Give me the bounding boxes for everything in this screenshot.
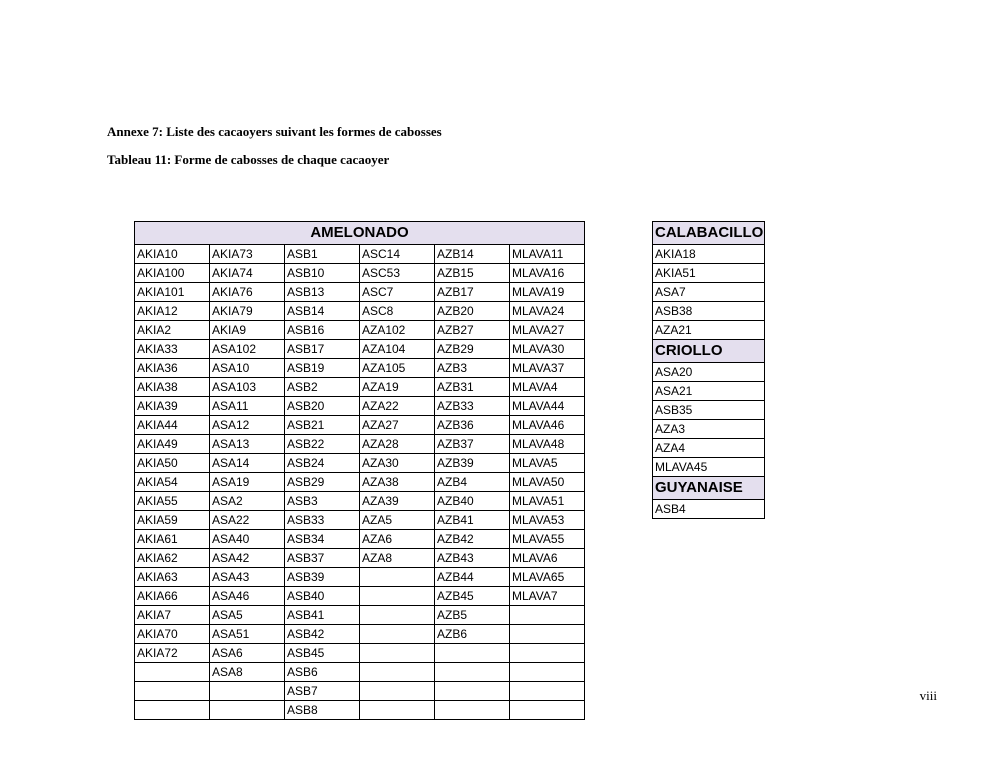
- table-cell: [210, 682, 285, 701]
- table-cell: AZB17: [435, 283, 510, 302]
- table-cell: AKIA76: [210, 283, 285, 302]
- table-cell: AKIA100: [135, 264, 210, 283]
- table-cell: AZA5: [360, 511, 435, 530]
- table-cell: AZB36: [435, 416, 510, 435]
- table-row: [135, 435, 585, 454]
- table-cell: ASB20: [285, 397, 360, 416]
- table-cell: AZB33: [435, 397, 510, 416]
- table-cell: MLAVA19: [510, 283, 585, 302]
- table-cell: AZA19: [360, 378, 435, 397]
- list-item-cell: ASB4: [653, 500, 765, 519]
- table-cell: AZB40: [435, 492, 510, 511]
- table-cell: [510, 663, 585, 682]
- table-cell: [510, 606, 585, 625]
- table-row: [135, 359, 585, 378]
- table-row: [135, 321, 585, 340]
- table-cell: ASA8: [210, 663, 285, 682]
- table-cell: AZA102: [360, 321, 435, 340]
- list-item-cell: ASA21: [653, 382, 765, 401]
- table-cell: MLAVA44: [510, 397, 585, 416]
- list-item: [653, 420, 765, 439]
- list-item: [653, 363, 765, 382]
- table-cell: MLAVA37: [510, 359, 585, 378]
- table-cell: ASA13: [210, 435, 285, 454]
- table-cell: AZA30: [360, 454, 435, 473]
- list-item: [653, 245, 765, 264]
- table-cell: MLAVA5: [510, 454, 585, 473]
- table-cell: AZB3: [435, 359, 510, 378]
- table-row: [135, 511, 585, 530]
- table-row: [135, 644, 585, 663]
- table-cell: [135, 701, 210, 720]
- amelonado-table: [134, 221, 585, 720]
- table-row: [135, 416, 585, 435]
- table-row: [135, 492, 585, 511]
- table-row: [135, 397, 585, 416]
- table-cell: AKIA54: [135, 473, 210, 492]
- table-cell: MLAVA48: [510, 435, 585, 454]
- table-cell: MLAVA16: [510, 264, 585, 283]
- table-cell: [510, 682, 585, 701]
- table-cell: AZB14: [435, 245, 510, 264]
- table-cell: ASA5: [210, 606, 285, 625]
- table-cell: ASB24: [285, 454, 360, 473]
- table-cell: AZB45: [435, 587, 510, 606]
- table-cell: ASC53: [360, 264, 435, 283]
- list-item-cell: AZA21: [653, 321, 765, 340]
- table-cell: MLAVA6: [510, 549, 585, 568]
- table-cell: AKIA79: [210, 302, 285, 321]
- table-row: [135, 302, 585, 321]
- table-cell: [210, 701, 285, 720]
- table-cell: AZA28: [360, 435, 435, 454]
- table-cell: ASB3: [285, 492, 360, 511]
- table-cell: AKIA59: [135, 511, 210, 530]
- table-cell: ASA51: [210, 625, 285, 644]
- table-row: [135, 473, 585, 492]
- table-cell: MLAVA50: [510, 473, 585, 492]
- table-cell: AKIA36: [135, 359, 210, 378]
- table-cell: AZA38: [360, 473, 435, 492]
- table-cell: AKIA10: [135, 245, 210, 264]
- table-cell: AZB39: [435, 454, 510, 473]
- list-item: [653, 439, 765, 458]
- table-row: [135, 587, 585, 606]
- table-cell: [435, 682, 510, 701]
- table-cell: AKIA70: [135, 625, 210, 644]
- list-item: [653, 321, 765, 340]
- table-row: [135, 701, 585, 720]
- table-row: [135, 283, 585, 302]
- table-cell: ASB41: [285, 606, 360, 625]
- table-cell: AKIA72: [135, 644, 210, 663]
- table-cell: AKIA66: [135, 587, 210, 606]
- table-cell: ASA102: [210, 340, 285, 359]
- table-row: [135, 682, 585, 701]
- table-cell: ASB16: [285, 321, 360, 340]
- table-cell: [360, 663, 435, 682]
- table-cell: ASB6: [285, 663, 360, 682]
- table-cell: AZB37: [435, 435, 510, 454]
- table-cell: AKIA49: [135, 435, 210, 454]
- table-row: [135, 245, 585, 264]
- table-cell: AZB20: [435, 302, 510, 321]
- list-item-cell: AKIA18: [653, 245, 765, 264]
- table-cell: AZA22: [360, 397, 435, 416]
- table-cell: ASA40: [210, 530, 285, 549]
- table-cell: AZB44: [435, 568, 510, 587]
- table-cell: [510, 625, 585, 644]
- table-cell: [360, 644, 435, 663]
- page-number: viii: [919, 688, 937, 703]
- table-cell: AZB15: [435, 264, 510, 283]
- table-cell: MLAVA51: [510, 492, 585, 511]
- list-item-cell: AKIA51: [653, 264, 765, 283]
- table-cell: ASB42: [285, 625, 360, 644]
- table-cell: MLAVA30: [510, 340, 585, 359]
- table-cell: AKIA33: [135, 340, 210, 359]
- table-cell: ASB8: [285, 701, 360, 720]
- amelonado-header-row: [135, 222, 585, 245]
- table-cell: AKIA73: [210, 245, 285, 264]
- table-cell: ASB34: [285, 530, 360, 549]
- list-item: [653, 264, 765, 283]
- table-cell: ASB19: [285, 359, 360, 378]
- amelonado-header: AMELONADO: [135, 222, 585, 245]
- table-cell: ASA2: [210, 492, 285, 511]
- table-cell: ASA10: [210, 359, 285, 378]
- table-row: [135, 606, 585, 625]
- list-item: [653, 458, 765, 477]
- list-item-cell: ASA20: [653, 363, 765, 382]
- table-row: [135, 340, 585, 359]
- table-cell: [510, 644, 585, 663]
- table-row: [135, 264, 585, 283]
- table-cell: ASB21: [285, 416, 360, 435]
- table-cell: AZB31: [435, 378, 510, 397]
- list-item: [653, 382, 765, 401]
- table-row: [135, 549, 585, 568]
- table-cell: ASB7: [285, 682, 360, 701]
- table-cell: MLAVA65: [510, 568, 585, 587]
- table-row: [135, 378, 585, 397]
- group-header: GUYANAISE: [653, 477, 765, 500]
- list-item-cell: ASA7: [653, 283, 765, 302]
- table-cell: AZA105: [360, 359, 435, 378]
- list-item-cell: MLAVA45: [653, 458, 765, 477]
- table-cell: MLAVA7: [510, 587, 585, 606]
- side-table: [652, 221, 765, 519]
- table-cell: ASB22: [285, 435, 360, 454]
- table-cell: AKIA62: [135, 549, 210, 568]
- table-cell: ASB17: [285, 340, 360, 359]
- table-row: [135, 663, 585, 682]
- table-cell: [360, 682, 435, 701]
- list-item-cell: ASB38: [653, 302, 765, 321]
- table-cell: MLAVA27: [510, 321, 585, 340]
- table-cell: AKIA39: [135, 397, 210, 416]
- side-body: [653, 222, 765, 519]
- table-cell: AKIA9: [210, 321, 285, 340]
- table-cell: ASA22: [210, 511, 285, 530]
- table-cell: AZA104: [360, 340, 435, 359]
- table-cell: ASA46: [210, 587, 285, 606]
- table-cell: [360, 568, 435, 587]
- table-cell: AKIA74: [210, 264, 285, 283]
- table-cell: MLAVA46: [510, 416, 585, 435]
- table-cell: ASA42: [210, 549, 285, 568]
- group-header-row: [653, 340, 765, 363]
- list-item-cell: ASB35: [653, 401, 765, 420]
- table-cell: AZB6: [435, 625, 510, 644]
- table-cell: ASA19: [210, 473, 285, 492]
- table-cell: AZB42: [435, 530, 510, 549]
- table-cell: AZB43: [435, 549, 510, 568]
- list-item: [653, 283, 765, 302]
- table-cell: ASB1: [285, 245, 360, 264]
- table-cell: ASB29: [285, 473, 360, 492]
- table-cell: MLAVA11: [510, 245, 585, 264]
- table-cell: AKIA61: [135, 530, 210, 549]
- table-cell: AZB41: [435, 511, 510, 530]
- table-cell: MLAVA4: [510, 378, 585, 397]
- table-cell: [360, 606, 435, 625]
- table-cell: ASA11: [210, 397, 285, 416]
- group-header-row: [653, 477, 765, 500]
- table-cell: AZB29: [435, 340, 510, 359]
- table-cell: [135, 682, 210, 701]
- table-cell: ASB39: [285, 568, 360, 587]
- annex-title: Annexe 7: Liste des cacaoyers suivant les formes de cabosses: [107, 124, 442, 139]
- table-cell: AZA39: [360, 492, 435, 511]
- table-cell: AZB4: [435, 473, 510, 492]
- table-cell: AZA27: [360, 416, 435, 435]
- table-cell: ASB10: [285, 264, 360, 283]
- table-row: [135, 625, 585, 644]
- table-cell: [435, 701, 510, 720]
- table-cell: [360, 587, 435, 606]
- table-cell: ASA43: [210, 568, 285, 587]
- table-cell: ASA6: [210, 644, 285, 663]
- table-cell: [360, 701, 435, 720]
- table-cell: ASC14: [360, 245, 435, 264]
- group-header-row: [653, 222, 765, 245]
- list-item: [653, 401, 765, 420]
- table-cell: ASB40: [285, 587, 360, 606]
- table-row: [135, 454, 585, 473]
- table-row: [135, 568, 585, 587]
- table-cell: AKIA12: [135, 302, 210, 321]
- table-cell: ASB2: [285, 378, 360, 397]
- table-cell: MLAVA24: [510, 302, 585, 321]
- table-cell: ASA103: [210, 378, 285, 397]
- table-cell: AKIA38: [135, 378, 210, 397]
- table-cell: AZB5: [435, 606, 510, 625]
- table-cell: [435, 644, 510, 663]
- table-cell: ASA12: [210, 416, 285, 435]
- table-cell: AKIA44: [135, 416, 210, 435]
- table-cell: [360, 625, 435, 644]
- table-cell: MLAVA55: [510, 530, 585, 549]
- amelonado-body: [135, 245, 585, 720]
- group-header: CALABACILLO: [653, 222, 765, 245]
- table-caption: Tableau 11: Forme de cabosses de chaque cacaoyer: [107, 152, 390, 167]
- table-cell: AKIA101: [135, 283, 210, 302]
- table-cell: AZA8: [360, 549, 435, 568]
- table-cell: ASB13: [285, 283, 360, 302]
- list-item-cell: AZA4: [653, 439, 765, 458]
- table-cell: ASB45: [285, 644, 360, 663]
- table-cell: ASC8: [360, 302, 435, 321]
- table-cell: ASB33: [285, 511, 360, 530]
- table-cell: AKIA2: [135, 321, 210, 340]
- list-item-cell: AZA3: [653, 420, 765, 439]
- table-cell: [135, 663, 210, 682]
- table-cell: AZB27: [435, 321, 510, 340]
- table-cell: AKIA55: [135, 492, 210, 511]
- table-row: [135, 530, 585, 549]
- group-header: CRIOLLO: [653, 340, 765, 363]
- table-cell: MLAVA53: [510, 511, 585, 530]
- list-item: [653, 302, 765, 321]
- table-cell: AKIA7: [135, 606, 210, 625]
- table-cell: AKIA50: [135, 454, 210, 473]
- table-cell: AZA6: [360, 530, 435, 549]
- table-cell: [435, 663, 510, 682]
- table-cell: ASA14: [210, 454, 285, 473]
- table-cell: AKIA63: [135, 568, 210, 587]
- table-cell: ASB37: [285, 549, 360, 568]
- table-cell: [510, 701, 585, 720]
- table-cell: ASC7: [360, 283, 435, 302]
- list-item: [653, 500, 765, 519]
- table-cell: ASB14: [285, 302, 360, 321]
